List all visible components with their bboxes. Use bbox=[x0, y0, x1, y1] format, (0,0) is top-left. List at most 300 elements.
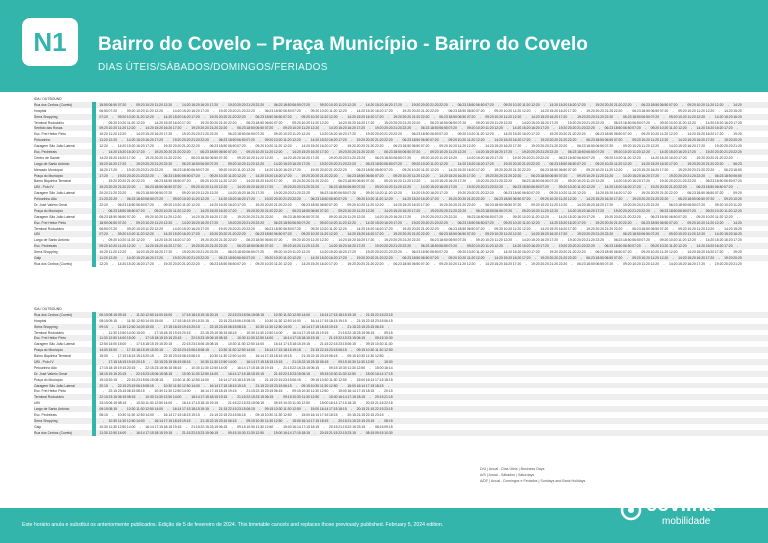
time-cell: 14:20 bbox=[586, 197, 595, 202]
time-cell: 22:20 bbox=[283, 202, 292, 207]
time-cell: 10:20 bbox=[264, 144, 274, 149]
time-cell: 15:20 bbox=[503, 138, 513, 143]
time-cell: 15:20 bbox=[512, 132, 522, 137]
time-cell: 10:30 bbox=[338, 365, 347, 370]
time-cell: 08:15 bbox=[117, 401, 127, 406]
time-cell: 21:20 bbox=[457, 202, 467, 207]
time-cell: 06:15 bbox=[117, 395, 127, 400]
time-cell: - bbox=[424, 179, 426, 184]
time-cell: 21:20 bbox=[604, 226, 614, 231]
time-cell: 23:15 bbox=[329, 348, 338, 353]
time-cell: - bbox=[360, 132, 362, 137]
time-cell: 06:23 bbox=[531, 173, 540, 178]
time-cell: 07:20 bbox=[117, 220, 127, 225]
time-cell: 06:23 bbox=[659, 208, 669, 213]
time-cell: 06:50 bbox=[393, 155, 402, 160]
time-cell: 11:20 bbox=[319, 232, 329, 237]
time-cell: 18:15 bbox=[136, 348, 145, 353]
time-cell: 17:15 bbox=[273, 348, 283, 353]
time-cell: 09:20 bbox=[255, 261, 265, 266]
time-cell: - bbox=[351, 197, 353, 202]
time-cell: 19:20 bbox=[209, 232, 219, 237]
time-cell: 12:20 bbox=[319, 120, 329, 125]
time-cell: - bbox=[709, 173, 711, 178]
time-cell: 09:20 bbox=[632, 138, 641, 143]
time-cell: - bbox=[397, 138, 399, 143]
time-cell: 06:23 bbox=[200, 149, 209, 154]
time-cell: 20:20 bbox=[255, 208, 265, 213]
time-cell: - bbox=[736, 155, 739, 160]
time-cell: 20:20 bbox=[659, 185, 669, 190]
time-cell: 20:20 bbox=[172, 144, 182, 149]
time-cell: 14:20 bbox=[623, 173, 632, 178]
time-cell: - bbox=[268, 401, 270, 406]
time-cell: 09:20 bbox=[136, 102, 145, 107]
time-cell: 19:20 bbox=[356, 138, 366, 143]
time-cell: 14:20 bbox=[503, 132, 513, 137]
time-cell: 21:20 bbox=[411, 232, 421, 237]
time-cell: 22:20 bbox=[182, 149, 191, 154]
time-cell: 07:20 bbox=[448, 126, 457, 131]
time-cell: 10:20 bbox=[668, 238, 678, 243]
time-cell: 18:15 bbox=[264, 359, 274, 364]
time-cell: 16:20 bbox=[457, 173, 467, 178]
time-cell: 18:50 bbox=[531, 179, 540, 184]
time-cell: 09:20 bbox=[338, 208, 347, 213]
time-cell: 10:20 bbox=[310, 114, 320, 119]
time-cell: 12:20 bbox=[264, 155, 274, 160]
time-cell: 10:20 bbox=[365, 197, 375, 202]
time-cell: 15:00 bbox=[384, 359, 393, 364]
time-cell: 15:20 bbox=[329, 132, 338, 137]
time-cell: 15:20 bbox=[659, 155, 669, 160]
time-cell: 22:20 bbox=[402, 244, 412, 249]
time-cell: - bbox=[387, 202, 389, 207]
time-cell: 21:20 bbox=[264, 208, 274, 213]
time-cell: 21:15 bbox=[237, 395, 246, 400]
time-cell: 14:20 bbox=[292, 149, 301, 154]
time-cell: 18:50 bbox=[641, 108, 650, 113]
time-cell: 08:15 bbox=[191, 354, 200, 359]
time-cell: 10:20 bbox=[485, 238, 494, 243]
time-cell: 14:00 bbox=[126, 424, 136, 429]
time-cell: 06:23 bbox=[301, 202, 310, 207]
time-cell: 15:20 bbox=[521, 244, 531, 249]
time-cell: - bbox=[240, 389, 242, 394]
time-cell: - bbox=[341, 144, 344, 149]
time-cell: 10:20 bbox=[301, 120, 310, 125]
time-cell: 21:20 bbox=[430, 220, 439, 225]
time-cell: 18:15 bbox=[365, 389, 375, 394]
time-cell: 22:20 bbox=[365, 149, 375, 154]
time-cell: - bbox=[213, 407, 215, 412]
time-cell: - bbox=[112, 114, 114, 119]
time-cell: - bbox=[507, 214, 509, 219]
time-cell: 22:20 bbox=[705, 167, 715, 172]
time-cell: 10:30 bbox=[347, 359, 356, 364]
time-cell: - bbox=[663, 144, 665, 149]
time-cell: - bbox=[148, 330, 151, 335]
time-cell: 19:20 bbox=[586, 108, 595, 113]
time-cell: 11:30 bbox=[255, 330, 264, 335]
time-cell: - bbox=[397, 167, 399, 172]
time-cell: 11:20 bbox=[595, 173, 604, 178]
time-cell: - bbox=[314, 161, 316, 166]
time-cell: 12:20 bbox=[687, 238, 696, 243]
time-cell: - bbox=[167, 348, 169, 353]
time-cell: - bbox=[250, 173, 252, 178]
time-cell: 22:20 bbox=[549, 149, 559, 154]
time-cell: 22:20 bbox=[209, 132, 219, 137]
time-cell: 18:15 bbox=[319, 324, 329, 329]
time-cell: - bbox=[571, 232, 573, 237]
time-cell: 12:20 bbox=[319, 238, 329, 243]
time-cell: 21:20 bbox=[714, 155, 724, 160]
time-cell: 10:30 bbox=[365, 348, 375, 353]
time-cell: 14:20 bbox=[668, 261, 678, 266]
time-cell: - bbox=[314, 430, 316, 435]
time-cell: 09:15 bbox=[338, 359, 347, 364]
time-cell: - bbox=[488, 138, 491, 143]
table-row bbox=[34, 430, 768, 436]
time-cell: - bbox=[148, 418, 151, 423]
time-cell: 15:20 bbox=[714, 120, 724, 125]
time-cell: 22:15 bbox=[356, 324, 366, 329]
time-cell: - bbox=[167, 138, 169, 143]
time-cell: - bbox=[222, 102, 224, 107]
time-cell: 06:50 bbox=[209, 155, 219, 160]
time-cell: 07:20 bbox=[99, 232, 108, 237]
time-cell: 06:50 bbox=[531, 185, 540, 190]
time-cell: 19:20 bbox=[724, 138, 733, 143]
time-cell: 12:50 bbox=[227, 354, 237, 359]
time-cell: 06:23 bbox=[540, 167, 549, 172]
time-cell: 07:20 bbox=[714, 191, 724, 196]
time-cell: 23:15 bbox=[356, 424, 366, 429]
time-cell: 12:20 bbox=[485, 132, 494, 137]
time-cell: 11:30 bbox=[246, 430, 255, 435]
time-cell: 20:20 bbox=[200, 244, 209, 249]
time-cell: 21:20 bbox=[182, 261, 191, 266]
time-cell: 06:15 bbox=[319, 359, 329, 364]
time-cell: 06:23 bbox=[218, 255, 228, 260]
time-cell: 14:20 bbox=[338, 120, 347, 125]
time-cell: - bbox=[305, 226, 307, 231]
time-cell: 07:20 bbox=[503, 208, 513, 213]
time-cell: 19:20 bbox=[457, 191, 467, 196]
time-cell: 09:15 bbox=[273, 401, 283, 406]
time-cell: 06:50 bbox=[329, 197, 338, 202]
time-cell: 06:23 bbox=[430, 238, 439, 243]
time-cell: 16:14 bbox=[310, 318, 320, 323]
time-cell: - bbox=[387, 412, 389, 417]
time-cell: 10:20 bbox=[108, 126, 118, 131]
time-cell: 14:20 bbox=[191, 214, 200, 219]
time-cell: 17:20 bbox=[163, 132, 173, 137]
time-cell: 12:20 bbox=[126, 126, 136, 131]
time-cell: 19:20 bbox=[218, 108, 228, 113]
time-cell: 06:50 bbox=[283, 226, 292, 231]
time-cell: 15:20 bbox=[485, 149, 494, 154]
time-cell: 12:20 bbox=[356, 214, 366, 219]
time-cell: 21:15 bbox=[209, 412, 219, 417]
time-cell: 15:20 bbox=[117, 149, 127, 154]
time-cell: 16:20 bbox=[182, 232, 191, 237]
time-cell: - bbox=[240, 330, 242, 335]
time-cell: 19:20 bbox=[494, 167, 503, 172]
time-cell: 11:20 bbox=[338, 102, 347, 107]
time-cell: 17:20 bbox=[172, 244, 182, 249]
time-cell: 10:20 bbox=[466, 132, 476, 137]
time-cell: 09:20 bbox=[604, 155, 614, 160]
time-cell: 06:15 bbox=[347, 342, 356, 347]
time-cell: - bbox=[176, 132, 178, 137]
time-cell: 20:20 bbox=[595, 226, 604, 231]
time-cell: 18:50 bbox=[724, 173, 733, 178]
time-cell: - bbox=[305, 318, 307, 323]
time-cell: 06:50 bbox=[659, 220, 669, 225]
time-cell: 21:20 bbox=[136, 173, 145, 178]
time-cell: 06:23 bbox=[264, 226, 274, 231]
time-cell: 12:20 bbox=[411, 179, 421, 184]
time-cell: 18:50 bbox=[448, 232, 457, 237]
stop-name: Esc. Frei Heitor Pinto bbox=[34, 336, 67, 341]
edition-note: Este horário anula e substitui os anteriormente publicados. Edição de 5 de fevereiro de 2024. This timetable cancels and replaces those previously published. February 5, 2024 edition. bbox=[22, 522, 444, 528]
time-cell: 12:20 bbox=[402, 185, 412, 190]
time-cell: 18:15 bbox=[273, 354, 283, 359]
time-cell: 12:20 bbox=[503, 238, 513, 243]
time-cell: 19:20 bbox=[329, 155, 338, 160]
time-cell: 14:20 bbox=[356, 226, 366, 231]
time-cell: - bbox=[176, 161, 178, 166]
time-cell: 16:20 bbox=[108, 161, 118, 166]
time-cell: 12:20 bbox=[696, 232, 706, 237]
time-cell: 14:20 bbox=[650, 155, 660, 160]
time-cell: 16:14 bbox=[273, 342, 283, 347]
time-cell: - bbox=[295, 324, 298, 329]
time-cell: 08:15 bbox=[154, 377, 163, 382]
time-cell: 06:23 bbox=[623, 232, 632, 237]
time-cell: 15:20 bbox=[733, 226, 742, 231]
time-cell: 17:20 bbox=[338, 255, 347, 260]
time-cell: - bbox=[691, 155, 693, 160]
time-cell: 11:20 bbox=[301, 244, 310, 249]
time-cell: 10:20 bbox=[650, 132, 660, 137]
time-cell: 18:50 bbox=[439, 238, 448, 243]
time-cell: 06:50 bbox=[292, 220, 301, 225]
time-cell: 14:20 bbox=[227, 191, 237, 196]
time-cell: 10:20 bbox=[292, 126, 301, 131]
time-cell: - bbox=[240, 179, 242, 184]
time-cell: 17:20 bbox=[448, 185, 457, 190]
time-cell: 14:20 bbox=[347, 232, 356, 237]
time-cell: 15:20 bbox=[604, 191, 614, 196]
time-cell: 16:20 bbox=[283, 167, 292, 172]
time-cell: 17:15 bbox=[255, 359, 265, 364]
time-cell: - bbox=[369, 126, 371, 131]
time-cell: 10:30 bbox=[310, 383, 320, 388]
time-cell: 06:23 bbox=[209, 144, 219, 149]
time-cell: 20:20 bbox=[540, 144, 549, 149]
time-cell: 14:20 bbox=[714, 232, 724, 237]
time-cell: 10:20 bbox=[457, 255, 467, 260]
time-cell: 10:30 bbox=[99, 424, 108, 429]
time-cell: 09:20 bbox=[227, 161, 237, 166]
time-cell: 06:50 bbox=[301, 214, 310, 219]
time-cell: 09:15 bbox=[329, 365, 338, 370]
time-cell: 11:30 bbox=[356, 359, 365, 364]
time-cell: 12:20 bbox=[108, 255, 118, 260]
time-cell: 11:20 bbox=[292, 132, 301, 137]
time-cell: - bbox=[397, 255, 399, 260]
time-cell: 16:20 bbox=[567, 102, 577, 107]
time-cell: 22:20 bbox=[567, 255, 577, 260]
time-cell: 10:20 bbox=[457, 138, 467, 143]
time-cell: - bbox=[250, 261, 252, 266]
time-cell: 14:20 bbox=[136, 250, 145, 255]
time-cell: 07:20 bbox=[108, 108, 118, 113]
time-cell: 17:15 bbox=[310, 418, 320, 423]
time-cell: 06:50 bbox=[457, 114, 467, 119]
time-cell: - bbox=[176, 191, 178, 196]
time-cell: 11:20 bbox=[274, 144, 283, 149]
time-cell: 16:20 bbox=[430, 191, 439, 196]
time-cell: 18:50 bbox=[347, 179, 356, 184]
time-cell: 16:20 bbox=[365, 114, 375, 119]
time-cell: - bbox=[507, 126, 509, 131]
time-cell: 14:20 bbox=[668, 144, 678, 149]
time-cell: 16:20 bbox=[319, 144, 329, 149]
time-cell: 11:30 bbox=[145, 401, 154, 406]
time-cell: 10:30 bbox=[218, 348, 228, 353]
time-cell: 17:15 bbox=[108, 359, 118, 364]
time-cell: - bbox=[452, 220, 454, 225]
time-cell: 15:20 bbox=[163, 120, 173, 125]
time-cell: 15:20 bbox=[641, 167, 650, 172]
time-cell: 17:20 bbox=[283, 173, 292, 178]
time-cell: - bbox=[626, 255, 628, 260]
time-cell: 06:23 bbox=[347, 173, 356, 178]
time-cell: 10:20 bbox=[283, 132, 292, 137]
time-cell: - bbox=[323, 185, 325, 190]
time-cell: - bbox=[691, 214, 693, 219]
time-cell: 16:20 bbox=[145, 138, 154, 143]
time-cell: 06:50 bbox=[319, 202, 329, 207]
time-cell: 16:20 bbox=[329, 138, 338, 143]
time-cell: 17:20 bbox=[577, 220, 586, 225]
time-cell: - bbox=[580, 255, 582, 260]
time-cell: 18:50 bbox=[430, 126, 439, 131]
time-cell: 19:15 bbox=[237, 383, 246, 388]
time-cell: 14:20 bbox=[163, 114, 173, 119]
time-cell: 09:20 bbox=[329, 214, 338, 219]
time-cell: 15:00 bbox=[292, 418, 301, 423]
time-cell: - bbox=[213, 226, 215, 231]
time-cell: 09:20 bbox=[374, 185, 384, 190]
time-cell: - bbox=[406, 250, 408, 255]
time-cell: - bbox=[525, 114, 527, 119]
time-cell: 06:50 bbox=[246, 132, 255, 137]
time-cell: 10:20 bbox=[182, 197, 191, 202]
time-cell: - bbox=[635, 220, 638, 225]
time-cell: 09:15 bbox=[264, 407, 274, 412]
time-cell: 12:20 bbox=[531, 220, 540, 225]
time-cell: 20:20 bbox=[108, 185, 118, 190]
time-cell: 21:20 bbox=[448, 208, 457, 213]
time-cell: 18:50 bbox=[319, 197, 329, 202]
time-cell: - bbox=[213, 348, 215, 353]
time-cell: 14:20 bbox=[108, 149, 118, 154]
time-cell: 16:20 bbox=[163, 244, 173, 249]
time-cell: 22:20 bbox=[310, 185, 320, 190]
time-cell: 12:20 bbox=[384, 197, 393, 202]
time-cell: - bbox=[130, 371, 132, 376]
time-cell: 16:20 bbox=[678, 149, 687, 154]
time-cell: 16:14 bbox=[218, 377, 228, 382]
time-cell: 06:23 bbox=[255, 232, 265, 237]
time-cell: 22:20 bbox=[246, 226, 255, 231]
time-cell: 17:15 bbox=[182, 407, 191, 412]
time-cell: 08:15 bbox=[246, 318, 255, 323]
time-cell: 19:15 bbox=[200, 312, 209, 317]
time-cell: 11:30 bbox=[310, 389, 320, 394]
stop-name: Terminal Rodoviário bbox=[34, 120, 64, 125]
time-cell: 12:20 bbox=[724, 214, 733, 219]
time-cell: 16:20 bbox=[136, 144, 145, 149]
time-cell: 21:20 bbox=[540, 149, 549, 154]
time-cell: 14:00 bbox=[154, 312, 163, 317]
time-cell: - bbox=[250, 144, 252, 149]
time-cell: - bbox=[663, 173, 665, 178]
time-cell: 07:20 bbox=[301, 102, 310, 107]
time-cell: 10:20 bbox=[632, 144, 641, 149]
time-cell: - bbox=[158, 412, 160, 417]
time-cell: 12:20 bbox=[347, 102, 356, 107]
time-cell: 21:15 bbox=[347, 418, 356, 423]
time-cell: 20:20 bbox=[384, 244, 393, 249]
time-cell: - bbox=[406, 102, 408, 107]
time-cell: 19:20 bbox=[531, 144, 540, 149]
time-cell: - bbox=[525, 173, 527, 178]
time-cell: 23:15 bbox=[191, 342, 200, 347]
time-cell: 18:50 bbox=[476, 214, 485, 219]
time-cell: 16:20 bbox=[384, 102, 393, 107]
time-cell: 15:20 bbox=[466, 161, 476, 166]
time-cell: - bbox=[727, 161, 729, 166]
time-cell: 06:23 bbox=[632, 108, 641, 113]
time-cell: - bbox=[323, 126, 325, 131]
time-cell: 19:20 bbox=[705, 149, 715, 154]
stop-name: Serra Shopping bbox=[34, 250, 58, 255]
time-cell: 06:50 bbox=[182, 173, 191, 178]
time-cell: 19:20 bbox=[218, 226, 228, 231]
time-cell: - bbox=[121, 348, 123, 353]
time-cell: 06:50 bbox=[292, 102, 301, 107]
time-cell: - bbox=[534, 138, 536, 143]
time-cell: 06:15 bbox=[108, 401, 118, 406]
time-cell: 17:20 bbox=[310, 155, 320, 160]
time-cell: - bbox=[305, 197, 307, 202]
time-cell: 10:20 bbox=[512, 220, 522, 225]
time-cell: 17:15 bbox=[163, 324, 173, 329]
time-cell: 06:23 bbox=[246, 238, 255, 243]
time-cell: 21:20 bbox=[420, 108, 430, 113]
time-cell: 21:20 bbox=[356, 149, 366, 154]
time-cell: 14:20 bbox=[705, 238, 715, 243]
time-cell: 07:20 bbox=[356, 185, 366, 190]
time-cell: - bbox=[369, 424, 371, 429]
time-cell: - bbox=[130, 342, 132, 347]
